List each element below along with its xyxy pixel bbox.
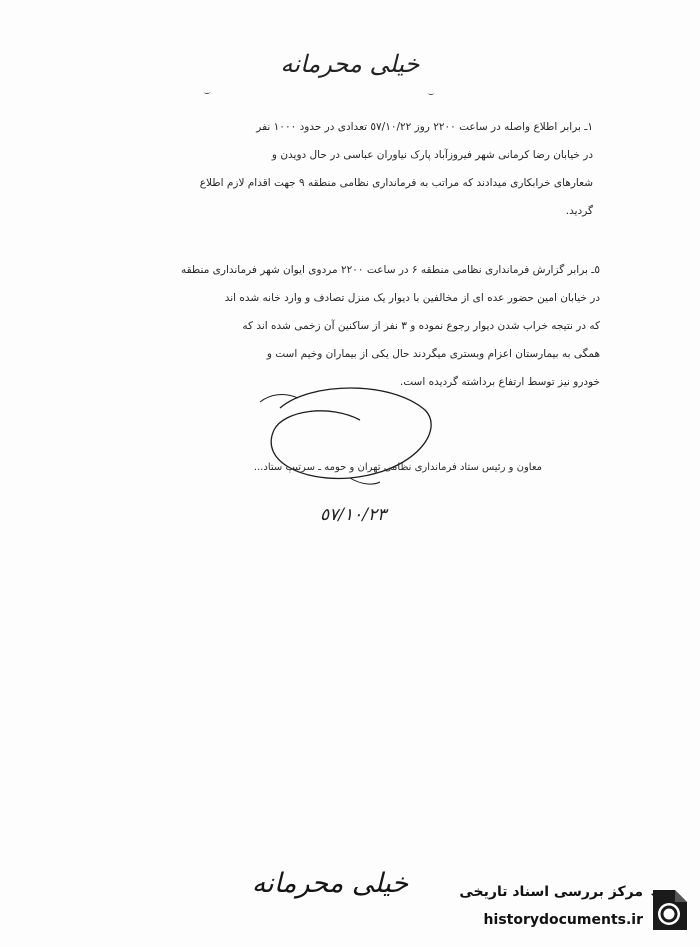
archive-watermark <box>430 880 695 942</box>
report-item-1-line: ١ـ برابر اطلاع واصله در ساعت ٢٢٠٠ روز ٥٧/١٠/٢٢ تعدادی در حدود ١٠٠٠ نفر <box>256 121 593 133</box>
watermark-url: historydocuments.ir <box>483 912 643 928</box>
scan-mark <box>428 91 434 95</box>
report-item-2-line: که در نتیجه خراب شدن دیوار رجوع نموده و ۳ نفر از ساکنین آن زخمی شده اند که <box>242 320 600 332</box>
classification-header: خیلی محرمانه <box>280 50 420 78</box>
report-item-2-line: خودرو نیز توسط ارتفاع برداشته گردیده است. <box>399 376 600 388</box>
report-item-2-line: در خیابان امین حضور عده ای از مخالفین با دیوار یک منزل تصادف و وارد خانه شده اند <box>224 292 600 304</box>
scan-mark <box>204 90 210 94</box>
report-item-2-line: همگی به بیمارستان اعزام وبستری میگردند حال یکی از بیماران وخیم است و <box>266 348 600 360</box>
document-date: ٥٧/١٠/٢٣ <box>320 505 387 525</box>
report-item-1-line: شعارهای خرابکاری میدادند که مراتب به فرمانداری نظامی منطقه ۹ جهت اقدام لازم اطلاع <box>199 177 593 189</box>
classification-footer: خیلی محرمانه <box>251 868 409 899</box>
report-item-1-line: در خیابان رضا کرمانی شهر فیروزآباد پارک نیاوران عباسی در حال دویدن و <box>271 149 593 161</box>
report-item-1-line: گردید. <box>565 205 593 217</box>
report-item-1 <box>113 113 593 225</box>
report-item-2 <box>90 256 600 396</box>
archive-logo-icon <box>645 884 693 936</box>
watermark-title: مرکز بررسی اسناد تاریخی <box>459 884 643 900</box>
report-item-2-line: ٥ـ برابر گزارش فرمانداری نظامی منطقه ۶ در ساعت ٢٢٠٠ مردوی ایوان شهر فرمانداری منطقه <box>180 264 600 276</box>
signoff-line: معاون و رئیس ستاد فرمانداری نظامی تهران و حومه ـ سرتیپ ستاد... <box>253 462 542 473</box>
signature-mark <box>240 380 450 490</box>
